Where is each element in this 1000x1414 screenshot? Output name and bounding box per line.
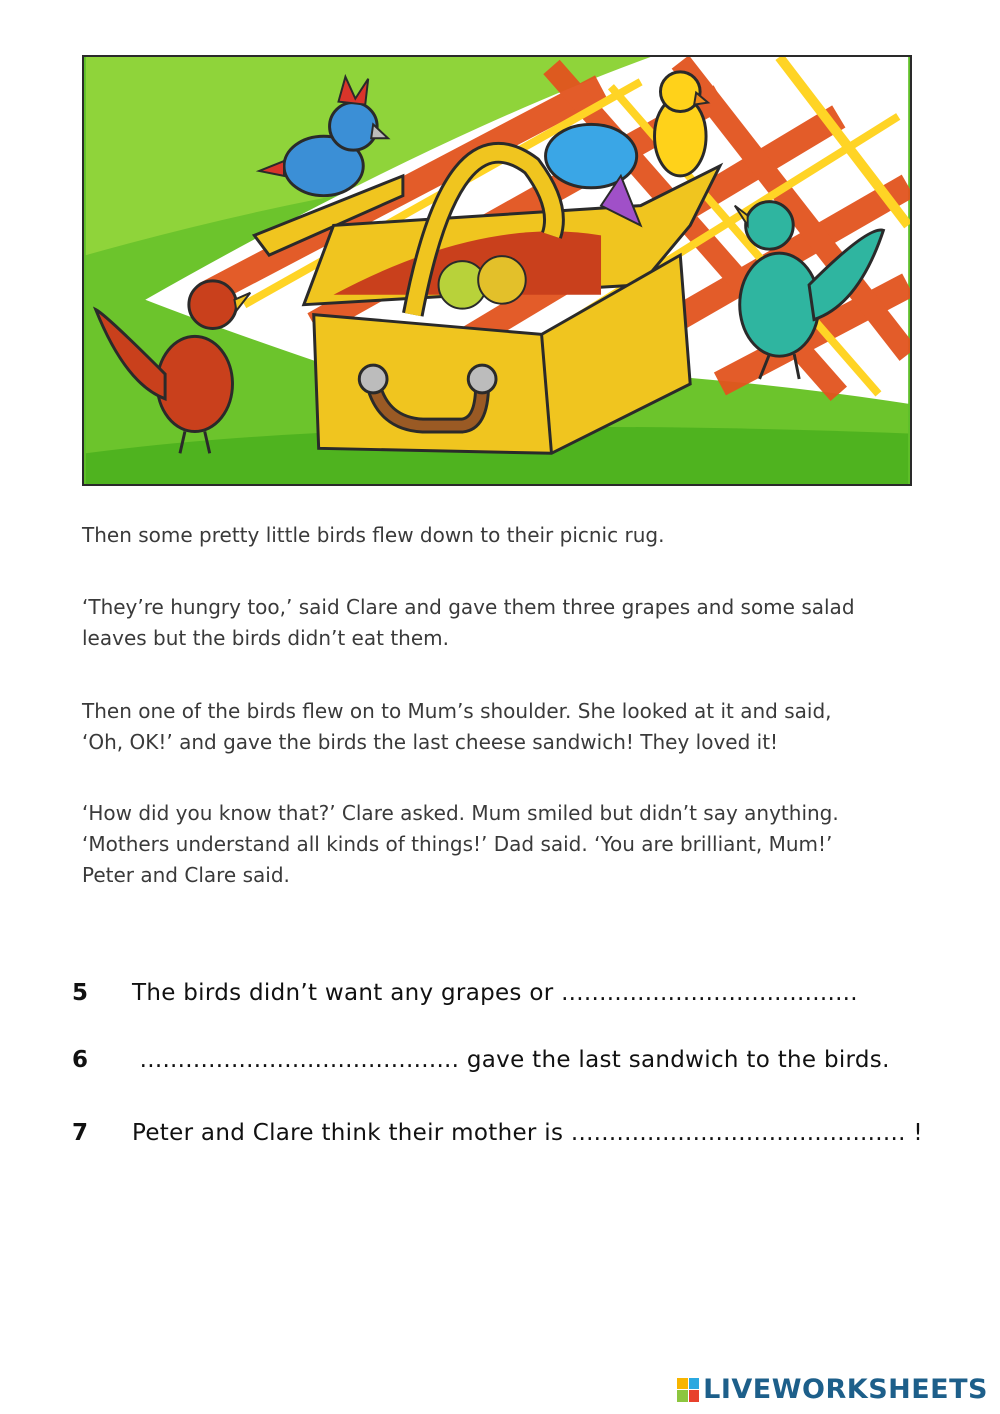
logo-text: LIVEWORKSHEETS [703,1374,988,1405]
question-text-with-blank[interactable]: Peter and Clare think their mother is ............................................ ! [132,1120,923,1146]
logo-square [677,1378,688,1390]
question-5 [72,980,858,1006]
question-6 [72,1047,890,1073]
question-number: 5 [72,980,89,1006]
story-paragraph-4 [82,798,839,891]
logo-mark-icon [677,1378,699,1402]
question-text-with-blank[interactable]: .......................................... gave the last sandwich to the birds. [132,1047,890,1073]
story-line: ‘Oh, OK!’ and gave the birds the last cheese sandwich! They loved it! [82,730,779,754]
story-line: Then one of the birds flew on to Mum’s shoulder. She looked at it and said, [82,699,832,723]
picnic-scene-svg [84,57,910,484]
logo-square [689,1378,700,1390]
question-number: 7 [72,1120,89,1146]
story-line: ‘How did you know that?’ Clare asked. Mum smiled but didn’t say anything. [82,801,839,825]
logo-square [677,1390,688,1402]
story-line: leaves but the birds didn’t eat them. [82,626,449,650]
logo-square [689,1390,700,1402]
story-line: ‘They’re hungry too,’ said Clare and gave them three grapes and some salad [82,595,855,619]
story-line: ‘Mothers understand all kinds of things!’ Dad said. ‘You are brilliant, Mum!’ [82,832,833,856]
question-number: 6 [72,1047,89,1073]
yellow-bird [655,72,708,176]
story-line: Then some pretty little birds flew down to their picnic rug. [82,523,665,547]
story-paragraph-2 [82,592,855,654]
story-paragraph-1 [82,520,664,551]
liveworksheets-logo [677,1374,988,1405]
question-text-with-blank[interactable]: The birds didn’t want any grapes or ....................................... [132,980,858,1006]
story-line: Peter and Clare said. [82,863,290,887]
question-7 [72,1120,923,1146]
story-paragraph-3 [82,696,832,758]
picnic-illustration [82,55,912,486]
